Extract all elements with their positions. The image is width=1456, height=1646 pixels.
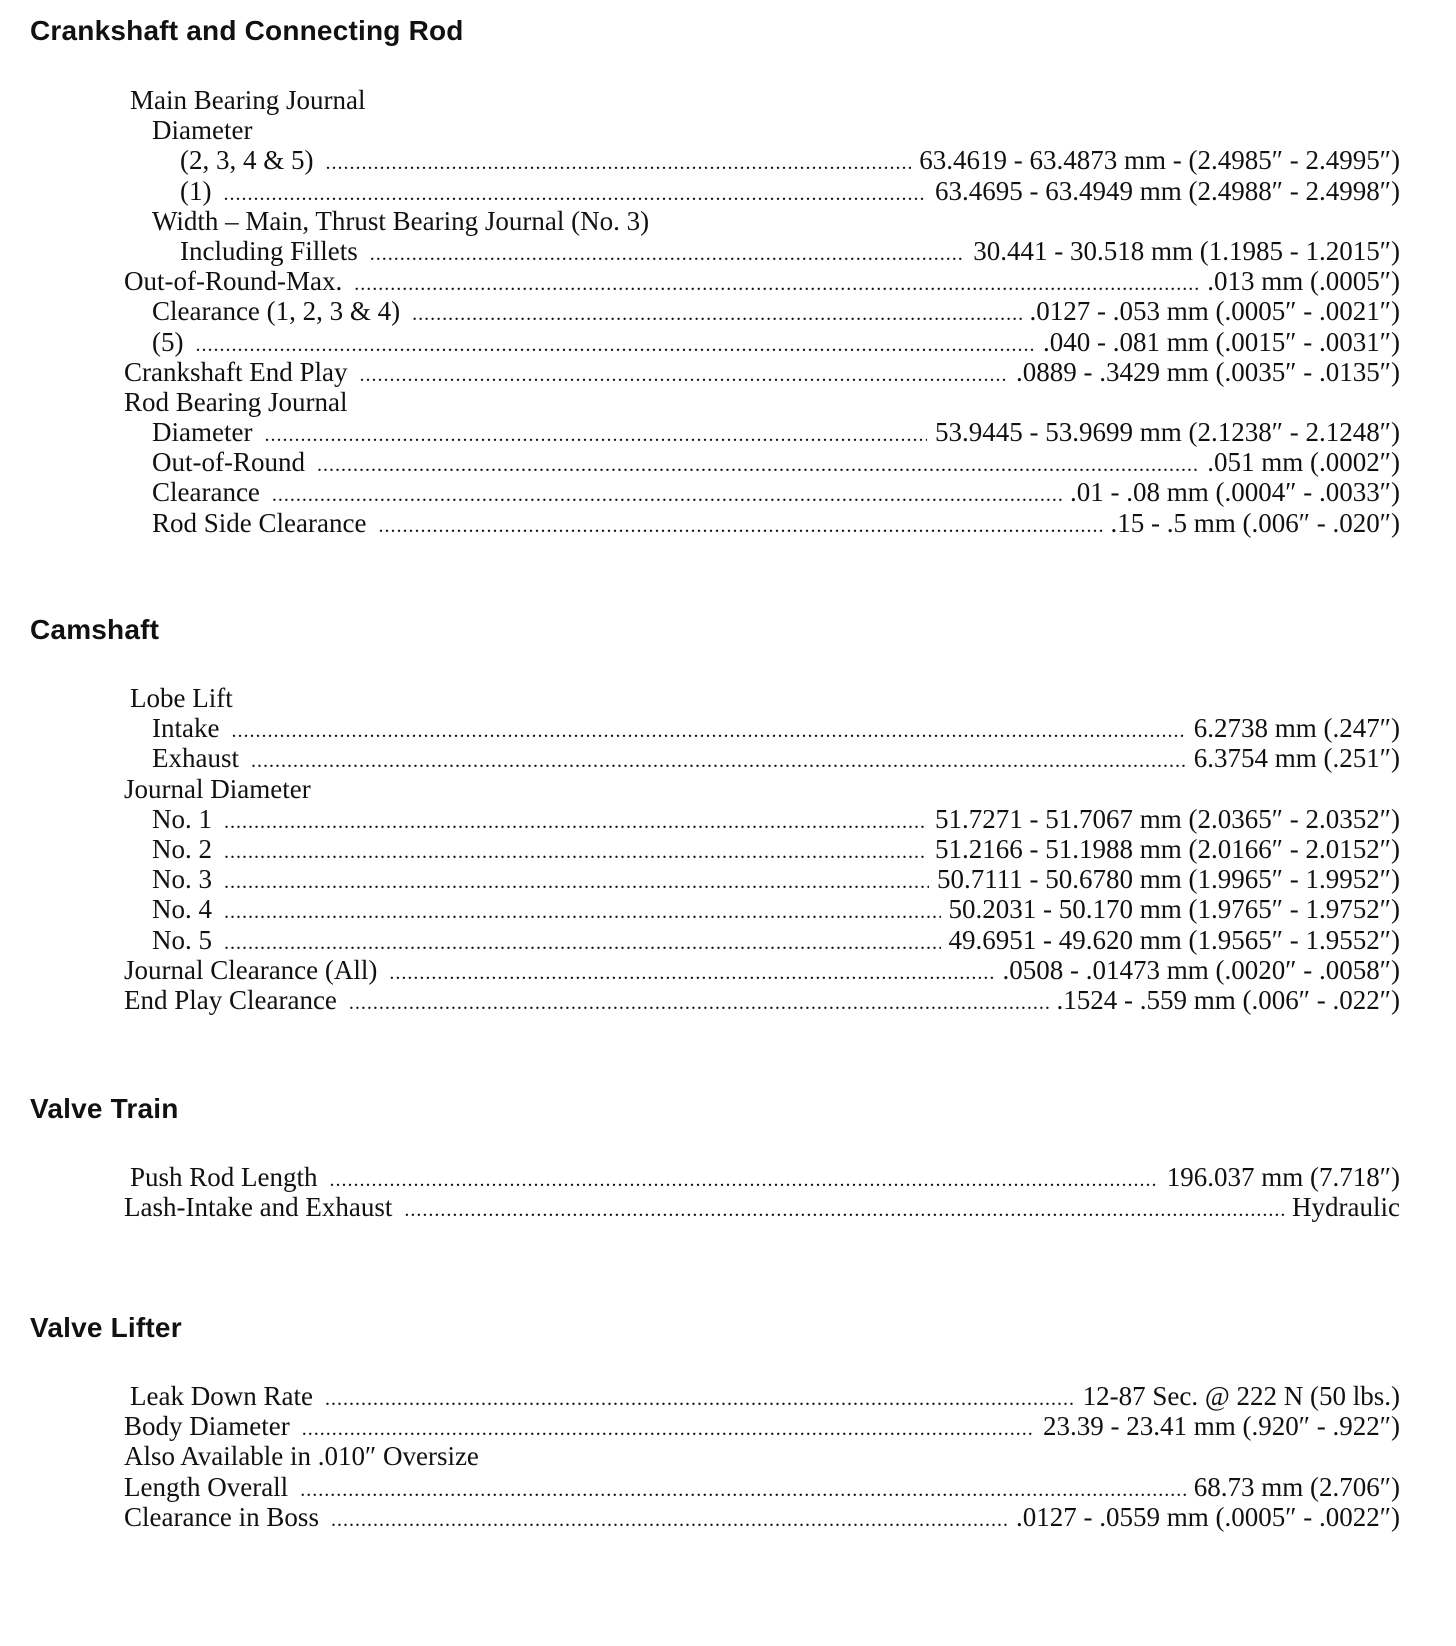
spec-row (124, 145, 1400, 175)
dot-leader (330, 1162, 1159, 1189)
spec-list-camshaft (124, 683, 1400, 1015)
section-title-valve-lifter: Valve Lifter (30, 1312, 182, 1343)
spec-value: 30.441 - 30.518 mm (1.1985 - 1.2015″) (973, 235, 1400, 266)
spec-row (124, 357, 1400, 387)
dot-leader (224, 925, 941, 952)
spec-row (124, 206, 1400, 236)
dot-leader (349, 985, 1049, 1012)
spec-label: Clearance (1, 2, 3 & 4) (152, 296, 401, 327)
spec-row (124, 508, 1400, 538)
spec-label: Main Bearing Journal (130, 85, 366, 115)
dot-leader (370, 236, 966, 263)
spec-row (124, 774, 1400, 804)
spec-value: .0889 - .3429 mm (.0035″ - .0135″) (1016, 356, 1400, 387)
spec-label: Length Overall (124, 1471, 289, 1502)
spec-row (124, 477, 1400, 507)
dot-leader (404, 1192, 1284, 1219)
spec-label: (5) (152, 326, 184, 357)
dot-leader (224, 834, 927, 861)
spec-label: Also Available in .010″ Oversize (124, 1441, 479, 1472)
spec-row (124, 683, 1400, 713)
spec-row (124, 804, 1400, 834)
spec-value: 50.2031 - 50.170 mm (1.9765″ - 1.9752″) (948, 894, 1400, 925)
spec-label: Body Diameter (124, 1411, 290, 1442)
dot-leader (302, 1411, 1035, 1438)
spec-row (124, 266, 1400, 296)
dot-leader (224, 864, 929, 891)
section-title-valve-train: Valve Train (30, 1093, 179, 1124)
dot-leader (224, 894, 941, 921)
spec-value: .0127 - .0559 mm (.0005″ - .0022″) (1016, 1501, 1400, 1532)
spec-row (124, 985, 1400, 1015)
spec-label: (2, 3, 4 & 5) (180, 145, 314, 176)
spec-row (124, 115, 1400, 145)
dot-leader (195, 327, 1035, 354)
spec-label: Out-of-Round (152, 447, 305, 478)
spec-label: Width – Main, Thrust Bearing Journal (No. 3) (152, 205, 650, 236)
spec-row (124, 236, 1400, 266)
spec-row (124, 1441, 1400, 1471)
dot-leader (359, 357, 1008, 384)
dot-leader (300, 1472, 1186, 1499)
spec-row (124, 447, 1400, 477)
spec-row (124, 417, 1400, 447)
spec-value: 51.7271 - 51.7067 mm (2.0365″ - 2.0352″) (935, 803, 1400, 834)
spec-label: Push Rod Length (130, 1162, 318, 1192)
spec-value: .051 mm (.0002″) (1207, 447, 1400, 478)
spec-value: 49.6951 - 49.620 mm (1.9565″ - 1.9552″) (948, 924, 1400, 955)
spec-label: Diameter (152, 417, 253, 448)
dot-leader (264, 417, 927, 444)
spec-value: .013 mm (.0005″) (1207, 266, 1400, 297)
spec-label: Journal Diameter (124, 773, 311, 804)
spec-row (124, 743, 1400, 773)
dot-leader (325, 1381, 1075, 1408)
spec-value: .1524 - .559 mm (.006″ - .022″) (1056, 984, 1400, 1015)
spec-label: Rod Side Clearance (152, 507, 367, 538)
spec-list-valve-train (124, 1162, 1400, 1222)
spec-value: 50.7111 - 50.6780 mm (1.9965″ - 1.9952″) (937, 864, 1400, 895)
dot-leader (223, 176, 927, 203)
dot-leader (251, 743, 1186, 770)
dot-leader (331, 1502, 1008, 1529)
spec-value: 63.4619 - 63.4873 mm - (2.4985″ - 2.4995″) (919, 145, 1400, 176)
spec-value: 6.2738 mm (.247″) (1193, 713, 1400, 744)
spec-label: Lobe Lift (130, 683, 233, 713)
dot-leader (412, 296, 1021, 323)
spec-row (124, 1381, 1400, 1411)
spec-value: 6.3754 mm (.251″) (1193, 743, 1400, 774)
dot-leader (231, 713, 1185, 740)
spec-label: Rod Bearing Journal (124, 386, 348, 417)
spec-value: .01 - .08 mm (.0004″ - .0033″) (1070, 477, 1400, 508)
spec-value: 51.2166 - 51.1988 mm (2.0166″ - 2.0152″) (935, 833, 1400, 864)
spec-label: No. 1 (152, 803, 212, 834)
spec-row (124, 864, 1400, 894)
dot-leader (272, 477, 1062, 504)
spec-label: Clearance (152, 477, 260, 508)
spec-row (124, 955, 1400, 985)
spec-list-valve-lifter (124, 1381, 1400, 1532)
spec-label: Out-of-Round-Max. (124, 266, 343, 297)
spec-value: 53.9445 - 53.9699 mm (2.1238″ - 2.1248″) (935, 417, 1400, 448)
spec-row (124, 1162, 1400, 1192)
spec-label: Intake (152, 713, 220, 744)
spec-row (124, 1411, 1400, 1441)
dot-leader (389, 955, 994, 982)
spec-row (124, 925, 1400, 955)
spec-label: No. 2 (152, 833, 212, 864)
spec-label: Crankshaft End Play (124, 356, 348, 387)
spec-row (124, 1502, 1400, 1532)
spec-label: (1) (180, 175, 212, 206)
spec-value: .0127 - .053 mm (.0005″ - .0021″) (1029, 296, 1400, 327)
spec-label: End Play Clearance (124, 984, 337, 1015)
spec-list-crankshaft (124, 85, 1400, 538)
spec-label: Journal Clearance (All) (124, 954, 378, 985)
spec-value: .040 - .081 mm (.0015″ - .0031″) (1043, 326, 1400, 357)
spec-label: Diameter (152, 115, 253, 146)
spec-row (124, 1472, 1400, 1502)
spec-label: Leak Down Rate (130, 1381, 313, 1411)
dot-leader (317, 447, 1199, 474)
dot-leader (224, 804, 927, 831)
dot-leader (325, 145, 911, 172)
spec-value: 196.037 mm (7.718″) (1166, 1162, 1400, 1192)
spec-label: Clearance in Boss (124, 1501, 319, 1532)
spec-row (124, 296, 1400, 326)
spec-row (124, 834, 1400, 864)
spec-row (124, 387, 1400, 417)
spec-value: Hydraulic (1292, 1192, 1400, 1223)
spec-value: 12-87 Sec. @ 222 N (50 lbs.) (1082, 1381, 1400, 1411)
spec-value: .0508 - .01473 mm (.0020″ - .0058″) (1002, 954, 1400, 985)
spec-row (124, 85, 1400, 115)
section-title-camshaft: Camshaft (30, 614, 160, 645)
spec-value: 68.73 mm (2.706″) (1193, 1471, 1400, 1502)
spec-row (124, 894, 1400, 924)
spec-label: Exhaust (152, 743, 239, 774)
spec-value: 63.4695 - 63.4949 mm (2.4988″ - 2.4998″) (935, 175, 1400, 206)
spec-label: Lash-Intake and Exhaust (124, 1192, 393, 1223)
spec-row (124, 176, 1400, 206)
dot-leader (354, 266, 1199, 293)
spec-label: No. 4 (152, 894, 212, 925)
spec-row (124, 1192, 1400, 1222)
section-title-crankshaft: Crankshaft and Connecting Rod (30, 15, 464, 46)
spec-row (124, 327, 1400, 357)
spec-row (124, 713, 1400, 743)
spec-label: No. 3 (152, 864, 212, 895)
spec-value: 23.39 - 23.41 mm (.920″ - .922″) (1043, 1411, 1400, 1442)
dot-leader (378, 508, 1102, 535)
spec-label: Including Fillets (180, 235, 358, 266)
spec-label: No. 5 (152, 924, 212, 955)
spec-value: .15 - .5 mm (.006″ - .020″) (1110, 507, 1400, 538)
